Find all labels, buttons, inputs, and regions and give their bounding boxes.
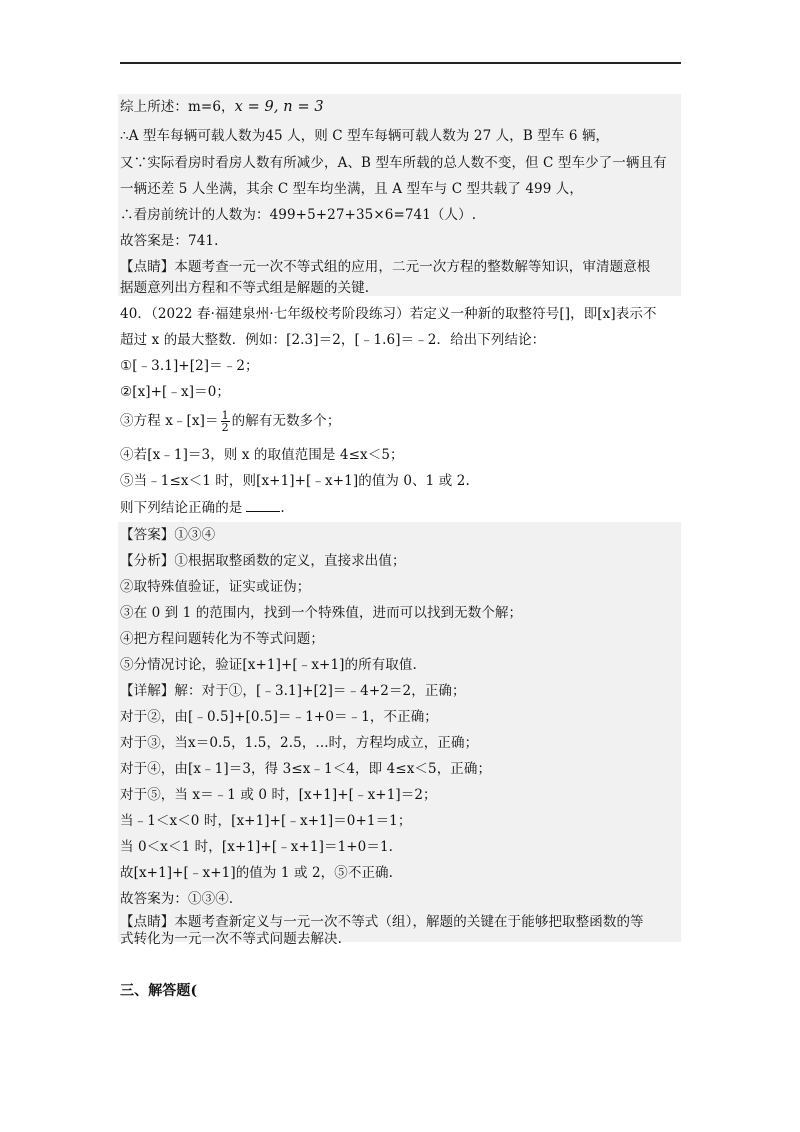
math-expression: x = 9, n = 3 bbox=[234, 99, 324, 115]
statement-4: ④若[x﹣1]＝3，则 x 的取值范围是 4≤x＜5； bbox=[120, 447, 404, 463]
text-line: 故答案为：①③④. bbox=[120, 891, 234, 907]
text-line: 当 0＜x＜1 时，[x+1]+[﹣x+1]＝1+0＝1. bbox=[120, 839, 394, 855]
text-line: ∴看房前统计的人数为：499+5+27+35×6=741（人）. bbox=[120, 207, 477, 223]
text-line: ②取特殊值验证，证实或证伪； bbox=[120, 579, 311, 595]
detail-line: 【详解】解：对于①，[﹣3.1]+[2]＝﹣4+2＝2，正确； bbox=[120, 683, 466, 699]
text-line bbox=[120, 98, 681, 116]
statement-2: ②[x]+[﹣x]＝0； bbox=[120, 384, 230, 400]
text-line: ③在 0 到 1 的范围内，找到一个特殊值，进而可以找到无数个解； bbox=[120, 605, 523, 621]
text-line: 式转化为一元一次不等式问题去解决. bbox=[120, 931, 342, 947]
question-title: 40．（2022 春·福建泉州·七年级校考阶段练习）若定义一种新的取整符号[]，即[x]表示不 bbox=[120, 306, 657, 322]
comment-line: 【点睛】本题考查新定义与一元一次不等式（组），解题的关键在于能够把取整函数的等 bbox=[120, 914, 644, 930]
analysis-line: 【分析】①根据取整函数的定义，直接求出值； bbox=[120, 553, 406, 569]
text-line: 对于②，由[﹣0.5]+[0.5]＝﹣1+0＝﹣1，不正确； bbox=[120, 709, 438, 725]
section-heading: 三、解答题( bbox=[120, 983, 198, 999]
statement-5: ⑤当﹣1≤x＜1 时，则[x+1]+[﹣x+1]的值为 0、1 或 2. bbox=[120, 473, 470, 489]
text-line: 故答案是：741. bbox=[120, 233, 219, 249]
question-prompt: 则下列结论正确的是 . bbox=[120, 500, 285, 516]
text-line: 对于④，由[x﹣1]＝3，得 3≤x﹣1＜4，即 4≤x＜5，正确； bbox=[120, 761, 492, 777]
statement-3 bbox=[120, 410, 681, 433]
text-line: 对于⑤，当 x＝﹣1 或 0 时，[x+1]+[﹣x+1]＝2； bbox=[120, 787, 437, 803]
answer-line: 【答案】①③④ bbox=[120, 527, 216, 543]
text-line: 当﹣1＜x＜0 时，[x+1]+[﹣x+1]＝0+1＝1； bbox=[120, 813, 412, 829]
header-rule bbox=[120, 62, 681, 64]
text-line: 又∵实际看房时看房人数有所减少，A、B 型车所载的总人数不变，但 C 型车少了一辆且有 bbox=[120, 155, 667, 171]
line-text: 则下列结论正确的是 bbox=[120, 500, 243, 516]
text-line: 据题意列出方程和不等式组是解题的关键. bbox=[120, 280, 370, 296]
line-text: 的解有无数多个； bbox=[231, 413, 341, 429]
text-line: 【点睛】本题考查一元一次不等式组的应用，二元一次方程的整数解等知识，审清题意根 bbox=[120, 259, 651, 275]
text-line: ⑤分情况讨论，验证[x+1]+[﹣x+1]的所有取值. bbox=[120, 657, 417, 673]
text-line: 故[x+1]+[﹣x+1]的值为 1 或 2，⑤不正确. bbox=[120, 865, 394, 881]
text-line: 超过 x 的最大整数．例如：[2.3]＝2，[﹣1.6]＝﹣2．给出下列结论： bbox=[120, 332, 546, 348]
fraction-one-half: $\frac{1}{2}$ bbox=[221, 409, 229, 434]
line-text: 综上所述：m=6， bbox=[120, 99, 235, 115]
statement-1: ①[﹣3.1]+[2]＝﹣2； bbox=[120, 358, 259, 374]
text-line: ④把方程问题转化为不等式问题； bbox=[120, 631, 324, 647]
text-line: 一辆还差 5 人坐满，其余 C 型车均坐满，且 A 型车与 C 型共载了 499 人， bbox=[120, 181, 583, 197]
line-text: ③方程 x﹣[x]＝ bbox=[120, 413, 219, 429]
answer-blank bbox=[246, 498, 280, 512]
text-line: ∴A 型车每辆可载人数为45 人，则 C 型车每辆可载人数为 27 人，B 型车 6 辆， bbox=[120, 128, 610, 144]
text-line: 对于③，当x＝0.5，1.5，2.5，...时，方程均成立，正确； bbox=[120, 735, 479, 751]
